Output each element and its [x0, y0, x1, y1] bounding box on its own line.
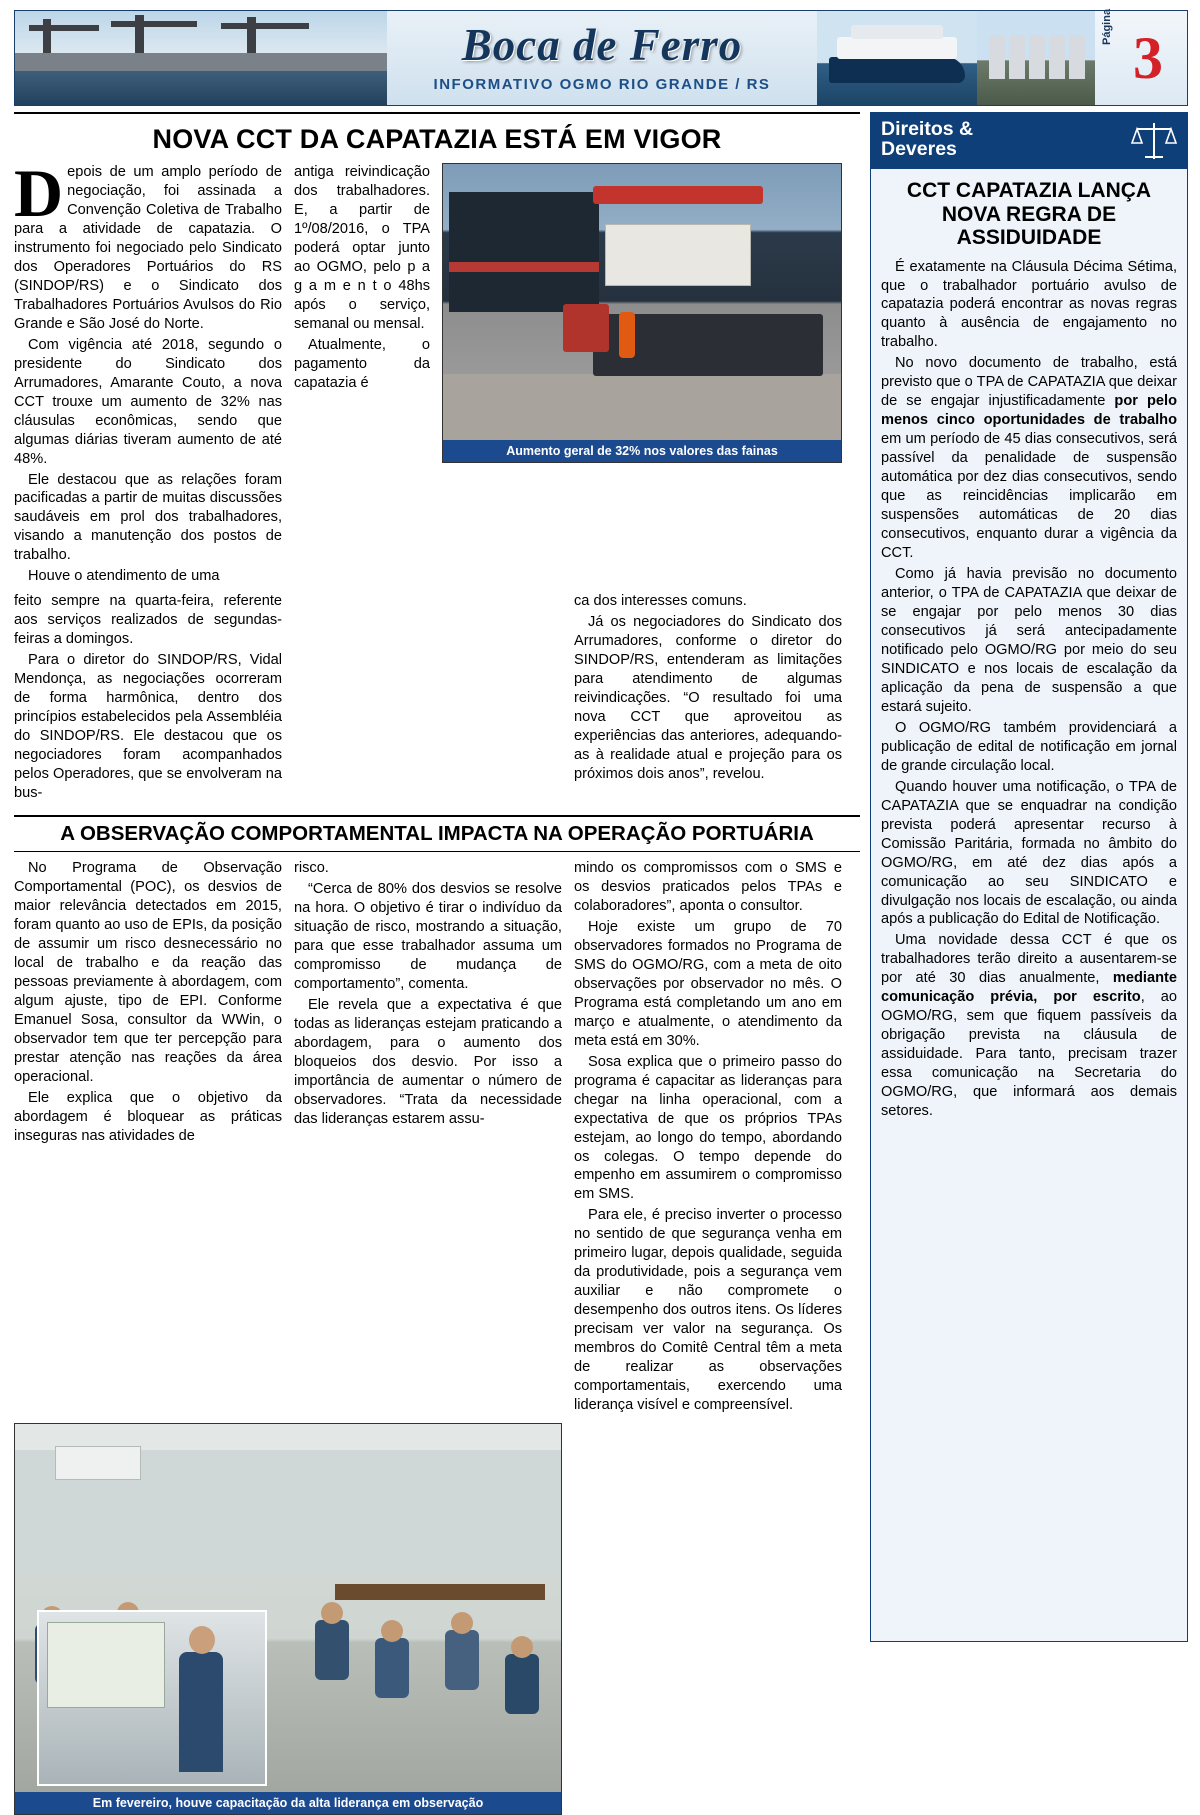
- article1-column-2: [294, 163, 430, 588]
- masthead: [14, 10, 1188, 106]
- article2-photo: [14, 1423, 562, 1815]
- page-number: 3: [1133, 25, 1163, 91]
- article2-p1: No Programa de Observação Comportamental (POC), os desvios de maior relevância detectados em 2015, foram quanto ao uso de EPIs, da posição de assumir um risco desnecessário no local de trabalho e da reação das pessoas previamente à abordagem, com algum ajuste, tipo de EPI. Conforme Emanuel Sosa, consultor da WWin, o observador tem que ter percepção para prestar atenção nas reações da área operacional.: [14, 859, 282, 1085]
- masthead-silo-photo: [977, 11, 1095, 105]
- article1-column-5: [574, 592, 842, 805]
- article2-p7: Hoje existe um grupo de 70 observadores formados no Programa de SMS do OGMO/RG, com a meta de oito observações por observador no mês. O Programa está completando um ano em março e atualmente, o atendimento da meta está em 30%.: [574, 918, 842, 1049]
- article2-p9: Para ele, é preciso inverter o processo no sentido de que segurança venha em primeiro lugar, depois qualidade, seguida da produtividade, pois a segurança vem auxiliar e não compromete o desempenho dos outros itens. Os líderes precisam ver valor na segurança. Os membros do Comitê Central têm a meta de realizar as observações comportamentais, exercendo uma liderança visível e compreensível.: [574, 1207, 842, 1414]
- article-nova-cct: [14, 124, 860, 805]
- article2-headline: A OBSERVAÇÃO COMPORTAMENTAL IMPACTA NA OPERAÇÃO PORTUÁRIA: [14, 815, 860, 852]
- masthead-cruise-photo: [817, 11, 977, 105]
- masthead-port-photo: [15, 11, 387, 105]
- article2-column-2: [294, 859, 562, 1417]
- publication-title: Boca de Ferro: [461, 20, 743, 70]
- article-observacao-comportamental: [14, 815, 860, 1815]
- article2-p2: Ele explica que o objetivo da abordagem é bloquear as práticas inseguras nas atividades de: [14, 1089, 282, 1144]
- article2-column-1: [14, 859, 282, 1417]
- article1-p2: Com vigência até 2018, segundo o presidente do Sindicato dos Arrumadores, Amarante Couto, a nova CCT trouxe um aumento de 32% nas cláusulas econômicas, sendo que algumas diárias tiveram aumento de até 48%.: [14, 336, 282, 467]
- article2-photo-caption: Em fevereiro, houve capacitação da alta liderança em observação: [15, 1792, 561, 1814]
- sidebar-title-line2: Deveres: [881, 138, 957, 161]
- article1-column-4: [294, 592, 562, 805]
- sidebar-p2: No novo documento de trabalho, está previsto que o TPA de CAPATAZIA que deixar de se engajar injustificadamente por pelo menos cinco oportunidades de trabalho em um período de 45 dias consecutivos, será passível da penalidade de suspensão automática por dez dias consecutivos, sendo que as reincidências implicarão em suspensões automáticas de 20 dias consecutivos, enquanto durar a vigência da CCT.: [881, 355, 1177, 562]
- sidebar-p6: Uma novidade dessa CCT é que os trabalhadores terão direito a ausentarem-se por até 30 dias anualmente, mediante comunicação prévia, por escrito, ao OGMO/RG, sem que fiquem passíveis da obrigação prevista na cláusula de assiduidade. Para tanto, precisam trazer essa comunicação na Secretaria do OGMO/RG, que informará aos demais setores.: [881, 932, 1177, 1120]
- article1-photo-caption: Aumento geral de 32% nos valores das fainas: [443, 440, 841, 462]
- sidebar-direitos-e-deveres: [870, 112, 1188, 1642]
- article1-p1: epois de um amplo período de negociação, foi assinada a Convenção Coletiva de Trabalho para a atividade de capatazia. O instrumento foi negociado pelo Sindicato dos Operadores Portuários do RS (SINDOP/RS) e o Sindicato dos Trabalhadores Portuários Avulsos do Rio Grande e São José do Norte.: [14, 164, 282, 332]
- dropcap: D: [14, 155, 64, 231]
- article2-p6: mindo os compromissos com o SMS e os desvios praticados pelos TPAs e colaboradores”, aponta o consultor.: [574, 859, 842, 914]
- article2-p3: risco.: [294, 859, 329, 876]
- article1-p7: feito sempre na quarta-feira, referente aos serviços realizados de segundas-feiras a domingos.: [14, 593, 282, 648]
- main-content-area: [14, 112, 860, 1811]
- article2-photo-inset: [37, 1610, 267, 1786]
- article1-column-3: [14, 592, 282, 805]
- article1-column-1: [14, 155, 282, 588]
- sidebar-title-line1: Direitos &: [881, 118, 974, 140]
- article1-p8: Para o diretor do SINDOP/RS, Vidal Mendonça, as negociações ocorreram de forma harmônica, dentro dos princípios estabelecidos pela Assembléia do SINDOP/RS. Ele destacou que os negociadores foram acompanhados pelos Operadores, que se envolveram na bus-: [14, 652, 282, 801]
- masthead-title-block: [387, 11, 817, 105]
- scales-of-justice-icon: [1131, 119, 1177, 163]
- article1-p4: Houve o atendimento de uma: [28, 568, 220, 585]
- article1-headline: NOVA CCT DA CAPATAZIA ESTÁ EM VIGOR: [152, 124, 722, 154]
- article1-p9: ca dos interesses comuns.: [574, 593, 747, 610]
- sidebar-body: [871, 258, 1187, 1134]
- page-label: Página: [1101, 8, 1113, 45]
- sidebar-p4: O OGMO/RG também providenciará a publicação de edital de notificação em jornal de grande circulação local.: [881, 719, 1177, 774]
- article2-p5: Ele revela que a expectativa é que todas as lideranças estejam praticando a abordagem, para o aumento dos bloqueios dos desvio. Por isso a importância de aumentar o número de observadores. “Trata da necessidade das lideranças estarem assu-: [294, 996, 562, 1127]
- sidebar-p5: Quando houver uma notificação, o TPA de CAPATAZIA que se enquadrar na condição prevista poderá apresentar recurso à Comissão Paritária, formada no âmbito do OGMO/RG, em até dez dias após a comunicação ao seu SINDICATO e divulgação nos locais de escalação, ou ainda após a publicação do Edital de Notificação.: [881, 778, 1177, 928]
- sidebar-p3: Como já havia previsão no documento anterior, o TPA de CAPATAZIA que deixar de se engajar por pelo menos 30 dias consecutivos já será antecipadamente notificado pelo OGMO/RG por meio do seu SINDICATO e nos locais de escalação da aplicação da pena de suspensão a que estará sujeito.: [881, 566, 1177, 715]
- page-number-block: [1095, 8, 1187, 105]
- article1-photo: [442, 163, 842, 463]
- sidebar-p1: É exatamente na Cláusula Décima Sétima, que o trabalhador portuário avulso de capatazia poderá encontrar as novas regras quanto à ausência de engajamento no trabalho.: [881, 258, 1177, 351]
- article1-p10: Já os negociadores do Sindicato dos Arrumadores, conforme o diretor do SINDOP/RS, entenderam as limitações para atendimento de algumas reivindicações. “O resultado foi uma nova CCT que aproveitou as experiências das anteriores, adequando-as à realidade atual e projeção para os próximos dois anos”, revelou.: [574, 614, 842, 783]
- article1-p6: Atualmente, o pagamento da capatazia é: [294, 336, 430, 391]
- article1-p5: antiga reivindicação dos trabalhadores. E, a partir de 1º/08/2016, o TPA poderá optar junto ao OGMO, pelo p a g a m e n t o 48hs após o serviço, semanal ou mensal.: [294, 164, 430, 332]
- article2-p8: Sosa explica que o primeiro passo do programa é capacitar as lideranças para chegar na linha operacional, com a expectativa de que os próprios TPAs estejam, ao longo do tempo, abordando os colegas. O tempo depende do empenho em assumirem o compromisso em SMS.: [574, 1053, 842, 1203]
- sidebar-header: [871, 113, 1187, 169]
- sidebar-headline: CCT CAPATAZIA LANÇA NOVA REGRA DE ASSIDUIDADE: [906, 179, 1152, 250]
- article2-column-3: [574, 859, 842, 1417]
- article1-p3: Ele destacou que as relações foram pacificadas a partir de muitas discussões saudáveis em prol dos trabalhadores, visando a manutenção dos postos de trabalho.: [14, 471, 282, 564]
- article2-p4: “Cerca de 80% dos desvios se resolve na hora. O objetivo é tirar o indivíduo da situação de risco, mostrando a situação, para que esse trabalhador assuma um compromisso de mudança de comportamento”, comenta.: [294, 880, 562, 992]
- publication-subtitle: INFORMATIVO OGMO RIO GRANDE / RS: [433, 76, 771, 93]
